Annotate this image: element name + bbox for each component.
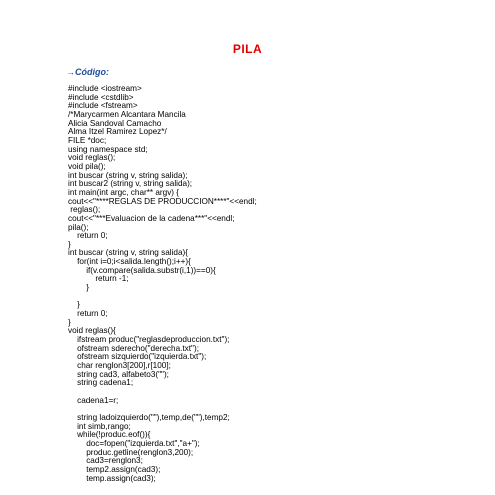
code-line: void pila(); — [68, 161, 106, 171]
code-block — [68, 85, 257, 483]
code-line: cout<<"***Evaluacion de la cadena***"<<endl; — [68, 213, 235, 223]
code-line: temp2.assign(cad3); — [68, 464, 161, 474]
code-line: #include <fstream> — [68, 101, 138, 111]
code-line: char renglon3[200],r[100]; — [68, 361, 171, 370]
code-line: } — [68, 239, 71, 249]
code-line: pila(); — [68, 222, 89, 232]
code-line: reglas(); — [68, 205, 101, 215]
code-line: if(v.compare(salida.substr(i,1))==0){ — [68, 265, 216, 275]
code-line: cad3=renglon3; — [68, 456, 143, 466]
code-line: temp.assign(cad3); — [68, 473, 156, 483]
code-line: while(!produc.eof()){ — [68, 430, 151, 440]
code-line: #include <iostream> — [68, 84, 142, 93]
code-line: int simb,rango; — [68, 421, 131, 431]
code-line: int main(int argc, char** argv) { — [68, 187, 180, 197]
code-line: ofstream sizquierdo("izquierda.txt"); — [68, 352, 207, 362]
code-line: ofstream sderecho("derecha.txt"); — [68, 343, 199, 353]
code-line: string cad3, alfabeto3(""); — [68, 369, 169, 379]
code-line: int buscar (string v, string salida); — [68, 170, 188, 180]
code-line: using namespace std; — [68, 144, 148, 154]
code-line: int buscar2 (string v, string salida); — [68, 179, 193, 189]
code-line: } — [68, 317, 71, 327]
code-line — [68, 293, 257, 302]
code-line: /*Marycarmen Alcantara Mancila — [68, 109, 186, 119]
code-line: for(int i=0;i<salida.length();i++){ — [68, 257, 191, 267]
code-line: ifstream produc("reglasdeproduccion.txt"); — [68, 335, 230, 345]
code-line: doc=fopen("izquierda.txt","a+"); — [68, 438, 200, 448]
page-title: PILA — [232, 42, 263, 56]
code-line: return 0; — [68, 231, 108, 241]
code-line: return 0; — [68, 309, 108, 319]
code-line: return -1; — [68, 274, 129, 284]
code-line: } — [68, 283, 89, 293]
code-line: void reglas(); — [68, 153, 116, 163]
code-line: string ladoizquierdo(""),temp,de(""),temp2; — [68, 412, 230, 422]
code-line: } — [68, 300, 80, 310]
code-line: Alicia Sandoval Camacho — [68, 118, 162, 128]
code-line: #include <cstdlib> — [68, 92, 134, 102]
code-line: int buscar (string v, string salida){ — [68, 248, 188, 258]
code-line: void reglas(){ — [68, 326, 116, 336]
section-heading: →Código: — [66, 67, 109, 77]
code-line: cout<<"****REGLAS DE PRODUCCION****"<<endl; — [68, 196, 257, 206]
code-line: Alma Itzel Ramirez Lopez*/ — [68, 127, 167, 137]
code-line: FILE *doc; — [68, 135, 107, 145]
code-line: produc.getline(renglon3,200); — [68, 447, 194, 457]
code-line: cadena1=r; — [68, 395, 119, 405]
code-line: string cadena1; — [68, 378, 134, 388]
